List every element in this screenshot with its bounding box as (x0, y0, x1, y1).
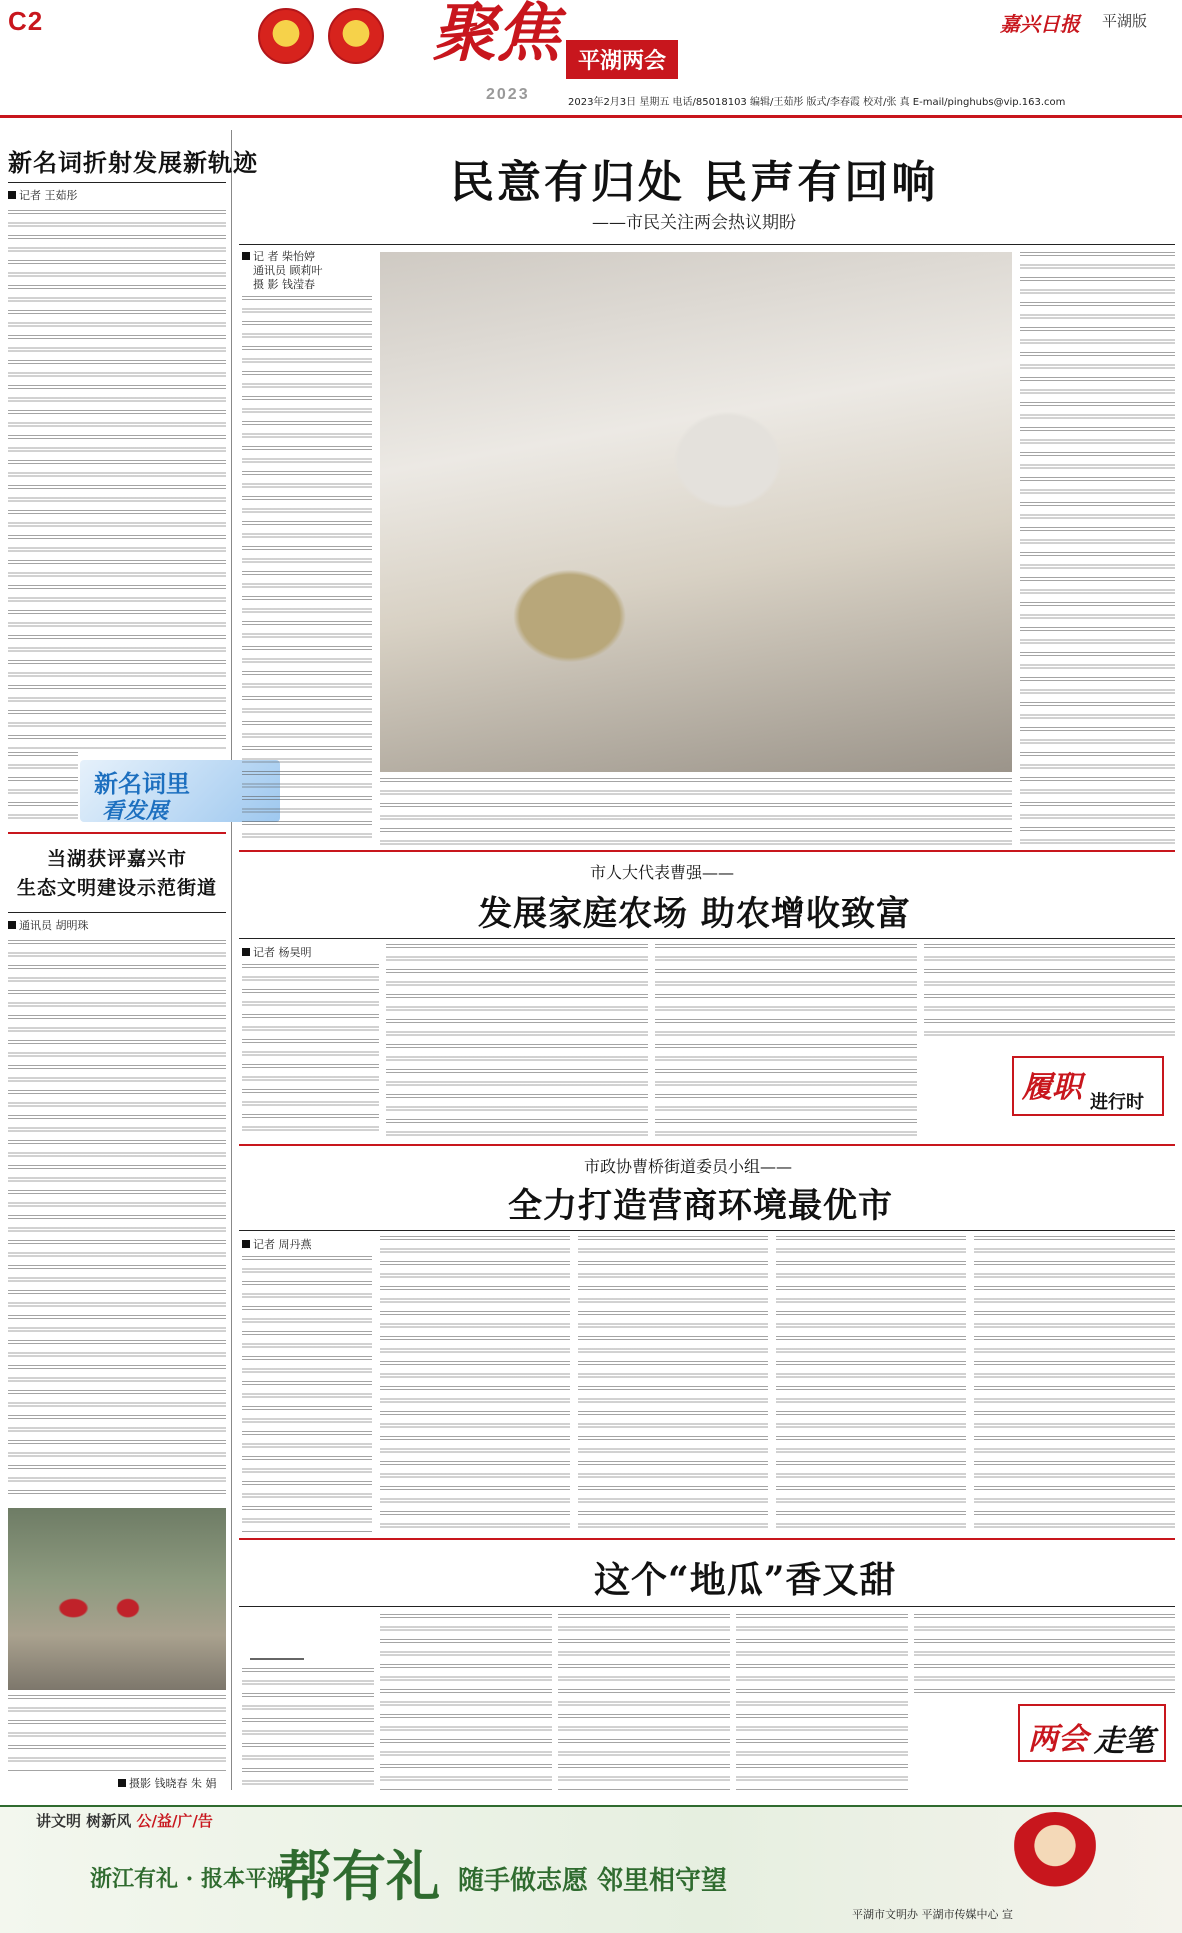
left-photo-caption (8, 1695, 226, 1773)
left-mid-title: 当湖获评嘉兴市 生态文明建设示范街道 (16, 848, 217, 899)
lead-body (242, 296, 372, 844)
divider (8, 912, 226, 913)
divider (8, 182, 226, 183)
story2-byline: 记者 杨昊明 (242, 944, 312, 960)
story3-body (578, 1236, 768, 1532)
newspaper-logo: 嘉兴日报 (1000, 12, 1080, 36)
lead-body (380, 778, 1012, 846)
divider (239, 1144, 1175, 1146)
national-emblem-icon (258, 8, 314, 64)
page-number: C2 (8, 6, 44, 36)
lead-body (1020, 252, 1175, 848)
focus-title: 聚焦 (432, 0, 560, 71)
lead-byline: 记 者 柴怡婷 通讯员 顾莉叶 摄 影 钱滢春 (242, 250, 323, 292)
story2-body (242, 964, 379, 1136)
story3-body (776, 1236, 966, 1532)
ad-slogan-1: 浙江有礼 · 报本平湖 (90, 1866, 289, 1892)
tag-line-2: 走笔 (1094, 1724, 1154, 1759)
tag-line-2: 进行时 (1090, 1092, 1144, 1113)
story4-body (736, 1614, 908, 1792)
story2-body (924, 944, 1175, 1044)
mascot-illustration (1010, 1812, 1100, 1896)
lead-subtitle: ——市民关注两会热议期盼 (592, 213, 796, 233)
divider (239, 938, 1175, 939)
story2-kicker: 市人大代表曹强—— (590, 863, 735, 882)
author-signature (250, 1616, 304, 1660)
tag-line-1: 两会 (1028, 1722, 1088, 1757)
left-photo-credit: 摄影 钱晓春 朱 娟 (118, 1775, 217, 1791)
ad-slogan-2: 随手做志愿 邻里相守望 (458, 1866, 728, 1896)
divider (8, 832, 226, 834)
lead-title: 民意有归处 民声有回响 (450, 157, 939, 208)
story4-body (242, 1668, 374, 1792)
left-article-body (8, 210, 226, 750)
banner-line-2: 看发展 (102, 799, 169, 824)
column-divider (231, 130, 232, 1790)
divider (239, 1230, 1175, 1231)
section-title: 平湖两会 (566, 40, 678, 79)
left-mid-body (8, 940, 226, 1500)
divider (239, 1606, 1175, 1607)
left-article-title: 新名词折射发展新轨迹 (8, 149, 258, 177)
cppcc-emblem-icon (328, 8, 384, 64)
masthead (0, 0, 1182, 118)
story4-body (380, 1614, 552, 1792)
divider (239, 850, 1175, 852)
divider (239, 1538, 1175, 1540)
lead-photo (380, 252, 1012, 772)
story4-body (914, 1614, 1175, 1694)
edition-label: 平湖版 (1102, 12, 1148, 30)
year-label: 2023 (486, 86, 530, 103)
masthead-rule (0, 115, 1182, 118)
story3-body (974, 1236, 1175, 1532)
story3-body (380, 1236, 570, 1532)
banner-line-1: 新名词里 (94, 770, 190, 798)
left-article-byline: 记者 王茹彤 (8, 187, 78, 203)
left-article-body (8, 752, 78, 824)
left-photo (8, 1508, 226, 1690)
ad-sponsors: 平湖市文明办 平湖市传媒中心 宣 (852, 1908, 1013, 1921)
left-mid-byline: 通讯员 胡明珠 (8, 917, 89, 933)
story4-body (558, 1614, 730, 1792)
ad-headline: 帮有礼 (278, 1844, 440, 1908)
story3-body (242, 1256, 372, 1532)
story3-kicker: 市政协曹桥街道委员小组—— (584, 1157, 793, 1176)
two-sessions-notes-tag (1018, 1704, 1166, 1762)
tag-line-1: 履职 (1022, 1070, 1082, 1105)
story2-body (655, 944, 917, 1136)
story3-byline: 记者 周丹燕 (242, 1236, 312, 1252)
story4-title: 这个“地瓜”香又甜 (594, 1559, 897, 1601)
fulfilling-duties-tag (1012, 1056, 1164, 1116)
story3-title: 全力打造营商环境最优市 (508, 1186, 893, 1226)
story2-body (386, 944, 648, 1136)
ad-tagline: 讲文明 树新风 公/益/广/告 (36, 1812, 213, 1830)
story2-title: 发展家庭农场 助农增收致富 (478, 894, 911, 934)
page-info-line: 2023年2月3日 星期五 电话/85018103 编辑/王茹彤 版式/李春霞 校对/张 真 E-mail/pinghubs@vip.163.com (568, 97, 1066, 108)
divider (239, 244, 1175, 245)
